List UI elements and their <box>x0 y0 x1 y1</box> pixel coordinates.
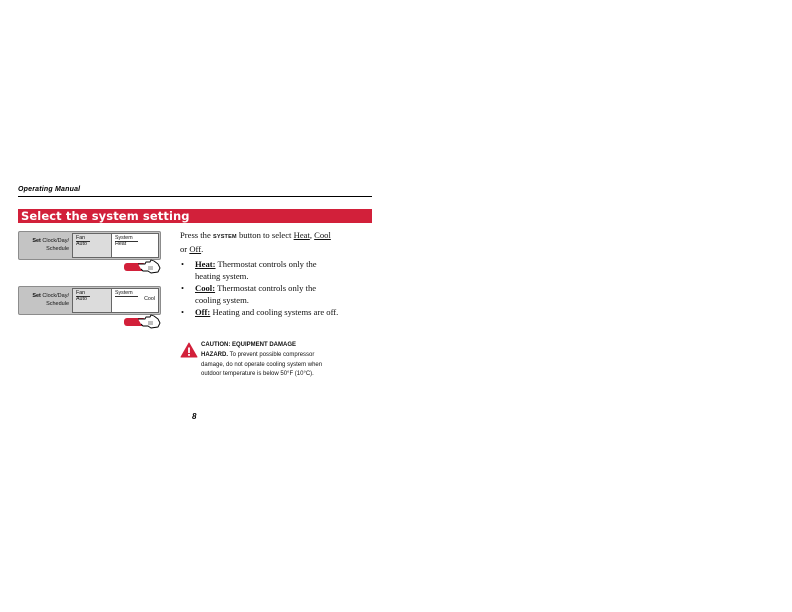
section-title-bar <box>18 209 372 223</box>
option-cool: Cool <box>314 230 331 240</box>
bullet-heat: • Heat: Thermostat controls only the heating system. <box>181 259 317 281</box>
set-schedule-label: Set Clock/Day/ Schedule <box>32 293 69 307</box>
running-header: Operating Manual <box>18 186 81 193</box>
system-indicator <box>111 288 159 313</box>
warning-triangle-icon <box>180 342 198 358</box>
system-button-name: SYSTEM <box>212 234 237 240</box>
system-label: System <box>115 235 138 242</box>
fan-label: Fan <box>76 235 90 242</box>
system-label: System <box>115 290 138 297</box>
system-indicator <box>111 233 159 258</box>
fan-value: Auto <box>76 241 87 247</box>
fan-value: Auto <box>76 296 87 302</box>
fan-indicator <box>72 233 111 258</box>
pointing-hand-icon <box>137 258 161 274</box>
fan-indicator <box>72 288 111 313</box>
set-schedule-label: Set Clock/Day/ Schedule <box>32 238 69 252</box>
caution-text: CAUTION: EQUIPMENT DAMAGE HAZARD. To prevent possible compressor damage, do not operate cooling system when outdoor temperature is below 50°F (10°C). <box>201 342 323 378</box>
bullet-off: • Off: Heating and cooling systems are off. <box>181 307 339 317</box>
bullet-cool: • Cool: Thermostat controls only the cooling system. <box>181 283 317 305</box>
system-value: Heat <box>115 241 127 247</box>
fan-label: Fan <box>76 290 90 297</box>
header-rule <box>18 196 372 197</box>
pointing-hand-icon <box>137 313 161 329</box>
thermostat-display-heat <box>18 231 161 260</box>
instruction-paragraph: Press the SYSTEM button to select Heat, Cool or Off. <box>180 230 331 254</box>
section-title: Select the system setting <box>21 209 190 223</box>
page-number: 8 <box>192 412 197 421</box>
system-value: Cool <box>144 296 155 302</box>
option-off: Off <box>189 244 202 254</box>
option-heat: Heat <box>293 230 310 240</box>
thermostat-display-cool <box>18 286 161 315</box>
